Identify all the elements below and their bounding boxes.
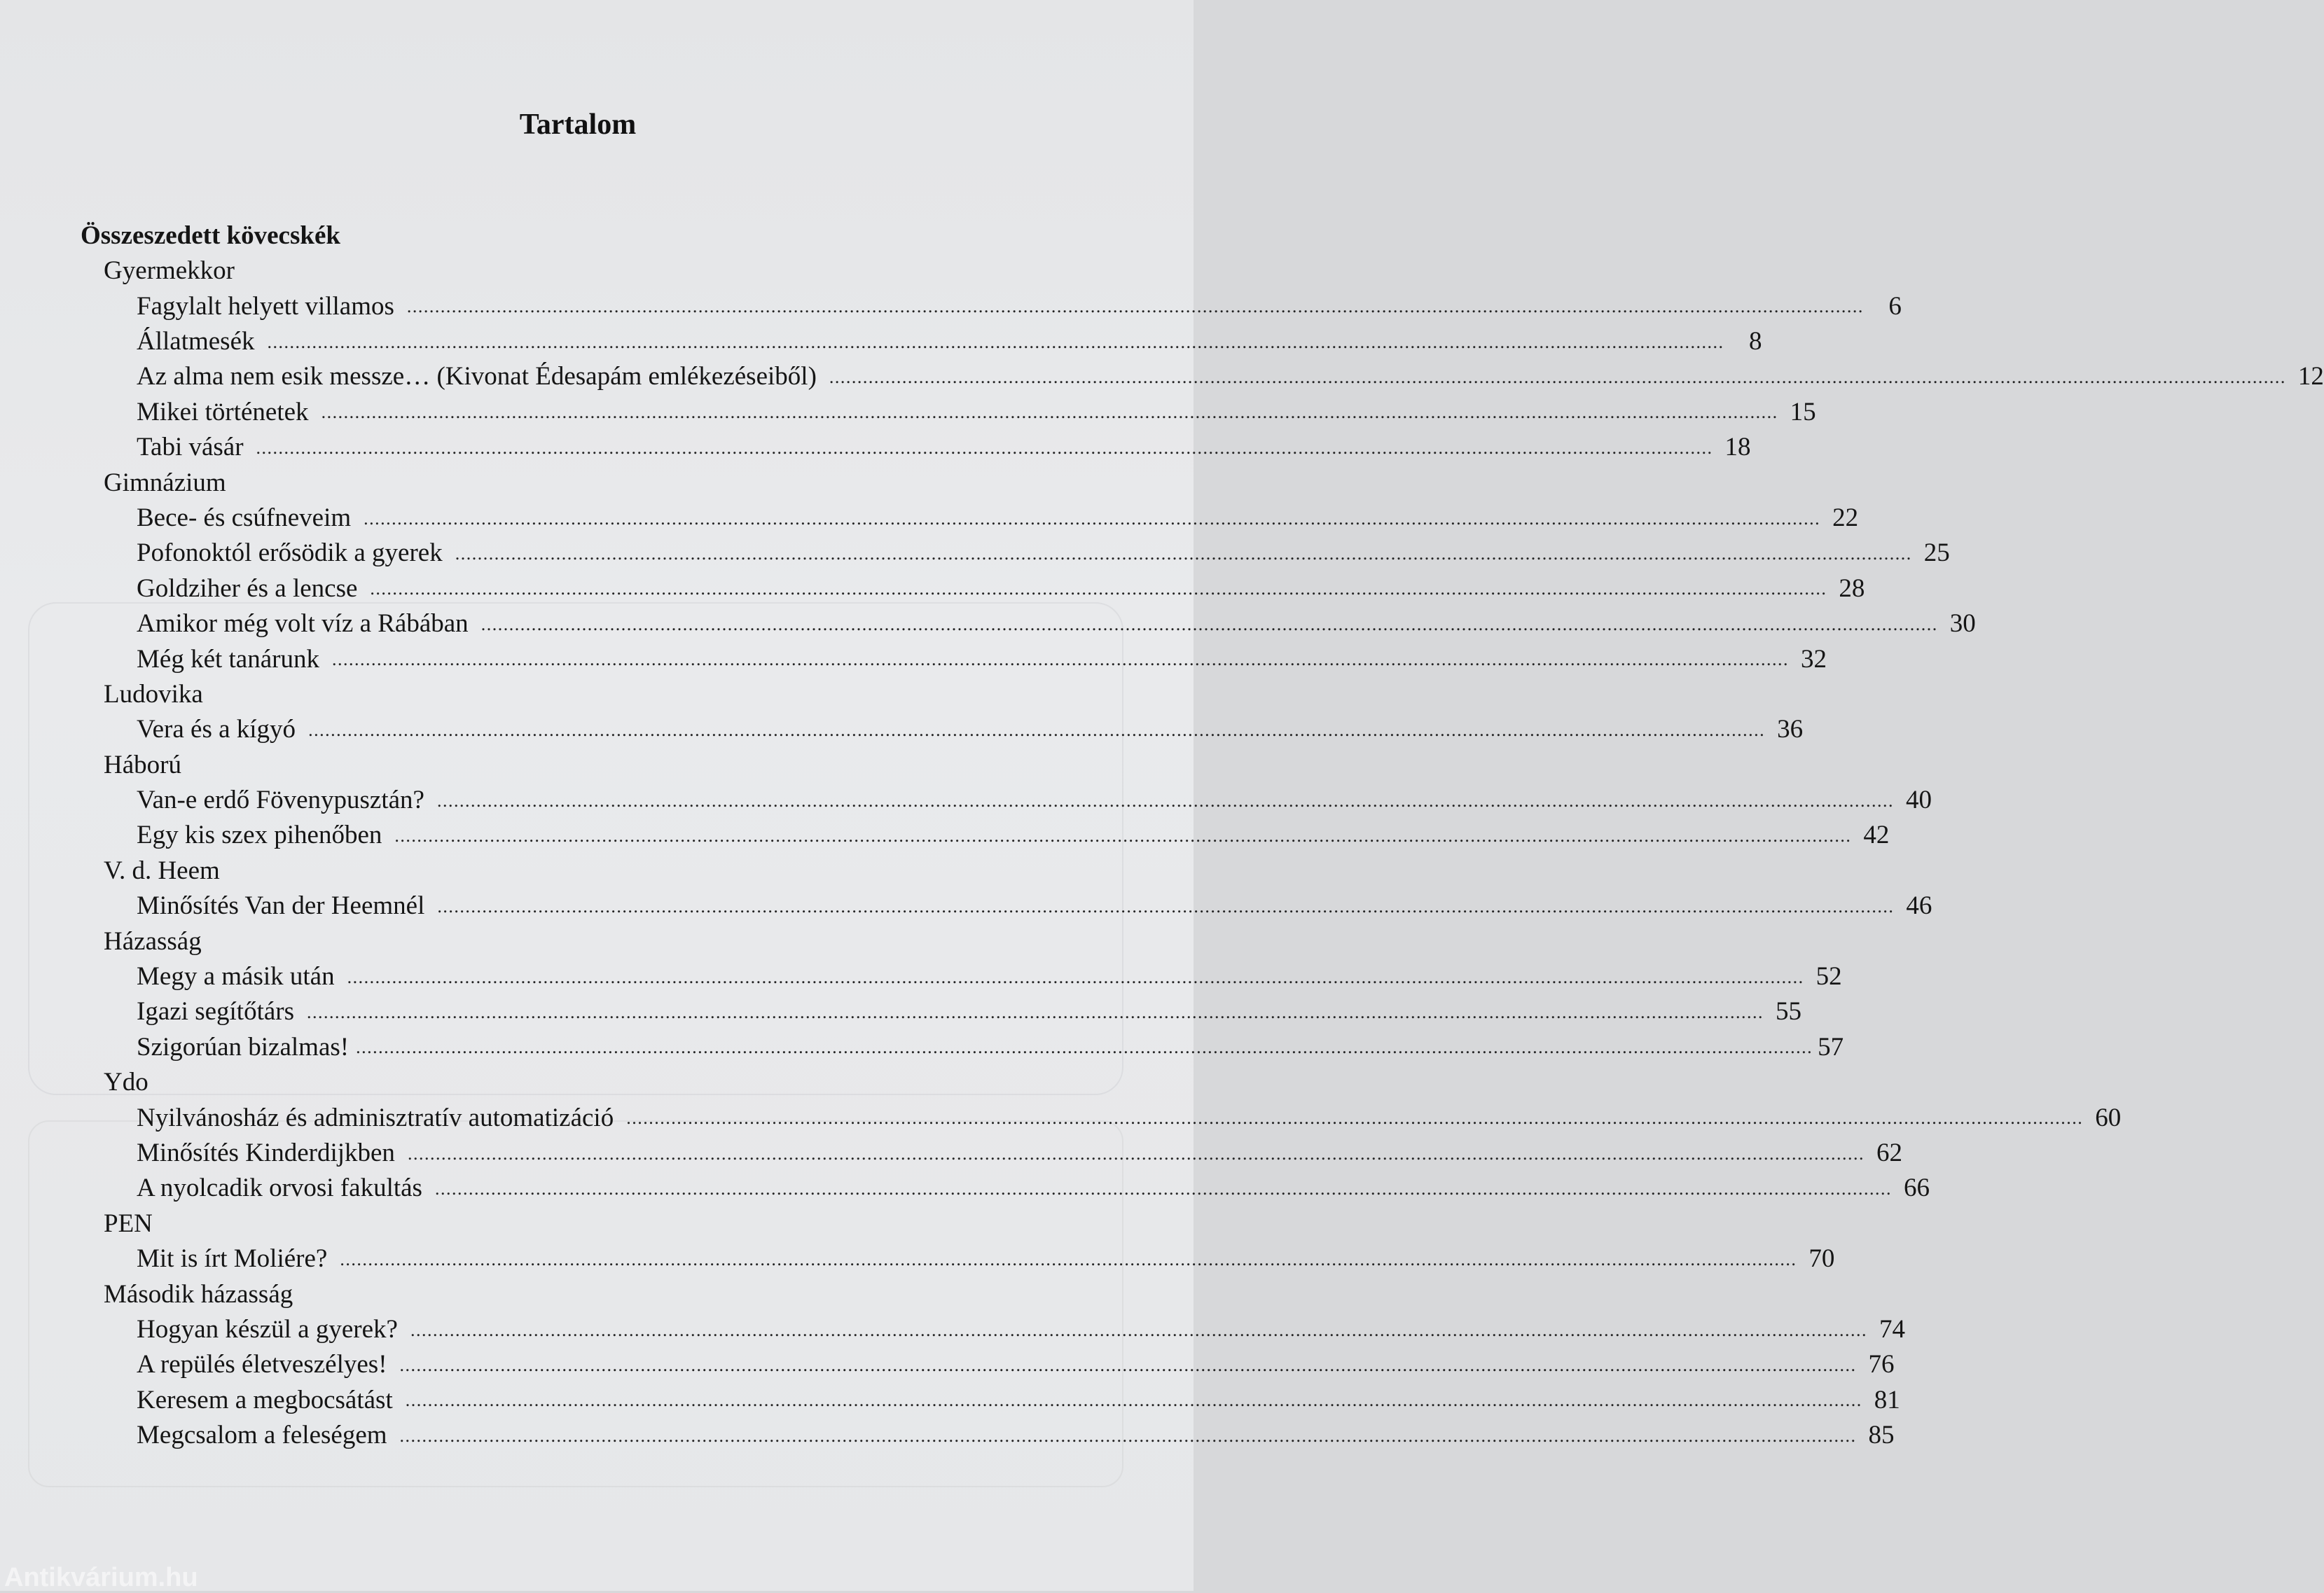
entry-title: Igazi segítőtárs (137, 997, 294, 1027)
entry-title: Egy kis szex pihenőben (137, 821, 382, 850)
page-title: Tartalom (519, 109, 637, 141)
entry-title: Szigorúan bizalmas! (137, 1032, 350, 1062)
table-of-contents (0, 216, 2324, 1451)
dot-leader: .................................................................................................................................................................................................................................................................... (340, 1248, 1797, 1269)
page-number: 42 (1863, 821, 1890, 850)
dot-leader: .................................................................................................................................................................................................................................................................... (307, 1002, 1764, 1023)
entry-title: Összeszedett kövecskék (81, 221, 340, 250)
toc-group-heading (0, 251, 1194, 286)
entry-title: Az alma nem esik messze… (Kivonat Édesapám emlékezéseiből) (137, 362, 817, 391)
toc-entry (0, 392, 1816, 427)
entry-title: Fagylalt helyett villamos (137, 291, 394, 321)
toc-entry (0, 498, 1859, 533)
entry-title: Még két tanárunk (137, 644, 319, 674)
page-number: 46 (1906, 891, 1932, 921)
page-number: 36 (1777, 715, 1804, 744)
toc-group-heading (0, 745, 1194, 780)
page-number: 28 (1839, 573, 1865, 603)
toc-entry (0, 780, 1932, 815)
page-number: 18 (1724, 433, 1751, 462)
dot-leader: .................................................................................................................................................................................................................................................................... (347, 966, 1804, 987)
toc-entry (0, 569, 1865, 604)
page-number: 85 (1868, 1421, 1895, 1450)
dot-leader: .................................................................................................................................................................................................................................................................... (308, 719, 1766, 740)
dot-leader: .................................................................................................................................................................................................................................................................... (331, 649, 1789, 670)
page-number: 55 (1776, 997, 1801, 1027)
page-number: 22 (1832, 503, 1859, 532)
entry-title: Ydo (104, 1068, 148, 1097)
entry-title: Bece- és csúfneveim (137, 503, 352, 532)
dot-leader: .................................................................................................................................................................................................................................................................... (399, 1425, 1857, 1446)
toc-entry (0, 1133, 1902, 1168)
toc-entry (0, 957, 1842, 992)
entry-title: Megcsalom a feleségem (137, 1421, 387, 1450)
page-number: 70 (1808, 1244, 1835, 1274)
entry-title: Vera és a kígyó (137, 715, 296, 744)
page-number: 60 (2095, 1103, 2122, 1132)
dot-leader: .................................................................................................................................................................................................................................................................... (434, 1178, 1892, 1199)
toc-section-heading (0, 216, 1194, 251)
entry-title: Hogyan készül a gyerek? (137, 1314, 398, 1344)
dot-leader: .................................................................................................................................................................................................................................................................... (256, 437, 1713, 458)
dot-leader: .................................................................................................................................................................................................................................................................... (405, 1390, 1862, 1411)
entry-title: Ludovika (104, 679, 203, 709)
toc-group-heading (0, 1274, 1194, 1309)
toc-group-heading (0, 1062, 1194, 1097)
dot-leader: .................................................................................................................................................................................................................................................................... (364, 508, 1821, 529)
page-number: 66 (1903, 1174, 1930, 1203)
toc-entry (0, 1309, 1905, 1344)
toc-entry (0, 604, 1976, 639)
entry-title: Házasság (104, 926, 202, 956)
entry-title: Második házasság (104, 1279, 293, 1309)
toc-entry (0, 1027, 1844, 1062)
entry-title: Állatmesék (137, 327, 255, 356)
toc-entry (0, 1380, 1900, 1415)
entry-title: Mit is írt Moliére? (137, 1244, 328, 1274)
entry-title: PEN (104, 1209, 153, 1238)
dot-leader: .................................................................................................................................................................................................................................................................... (356, 1037, 1813, 1058)
dot-leader: .................................................................................................................................................................................................................................................................... (455, 543, 1912, 564)
entry-title: A repülés életveszélyes! (137, 1350, 387, 1379)
toc-group-heading (0, 851, 1194, 886)
toc-entry (0, 1345, 1895, 1380)
toc-entry (0, 886, 1932, 921)
entry-title: Van-e erdő Fövenypusztán? (137, 786, 424, 815)
toc-entry (0, 357, 2324, 392)
dot-leader: .................................................................................................................................................................................................................................................................... (394, 826, 1852, 847)
dot-leader: .................................................................................................................................................................................................................................................................... (407, 1143, 1865, 1164)
toc-entry (0, 1098, 2122, 1133)
entry-title: Minősítés Kinderdijkben (137, 1139, 395, 1167)
toc-entry (0, 321, 1762, 356)
toc-group-heading (0, 1204, 1194, 1239)
page-number: 52 (1815, 962, 1842, 992)
dot-leader: .................................................................................................................................................................................................................................................................... (480, 613, 1938, 634)
entry-title: Nyilvánosház és adminisztratív automatizáció (137, 1103, 614, 1132)
dot-leader: .................................................................................................................................................................................................................................................................... (370, 578, 1827, 599)
dot-leader: .................................................................................................................................................................................................................................................................... (321, 402, 1778, 423)
toc-entry (0, 992, 1801, 1027)
toc-entry (0, 286, 1902, 321)
entry-title: Minősítés Van der Heemnél (137, 891, 425, 921)
page-number: 74 (1879, 1314, 1905, 1344)
page-number: 12 (2297, 362, 2324, 391)
toc-entry (0, 534, 1950, 569)
toc-group-heading (0, 674, 1194, 709)
page-number: 30 (1949, 609, 1976, 639)
dot-leader: .................................................................................................................................................................................................................................................................... (399, 1355, 1857, 1375)
toc-entry (0, 816, 1890, 851)
page-number: 15 (1790, 397, 1816, 426)
entry-title: Tabi vásár (137, 433, 244, 462)
dot-leader: .................................................................................................................................................................................................................................................................... (267, 331, 1724, 352)
page-number: 6 (1888, 291, 1902, 321)
toc-group-heading (0, 921, 1194, 957)
page-number: 76 (1868, 1350, 1895, 1379)
dot-leader: .................................................................................................................................................................................................................................................................... (626, 1108, 2084, 1129)
toc-entry (0, 1239, 1835, 1274)
entry-title: Gimnázium (104, 468, 226, 497)
entry-title: Mikei történetek (137, 397, 309, 426)
page-number: 25 (1923, 538, 1950, 568)
dot-leader: .................................................................................................................................................................................................................................................................... (437, 896, 1895, 917)
entry-title: Háború (104, 750, 181, 779)
entry-title: Amikor még volt víz a Rábában (137, 609, 469, 639)
page-number: 81 (1874, 1385, 1900, 1414)
page-number: 62 (1876, 1139, 1902, 1167)
watermark: Antikvárium.hu (4, 1563, 198, 1592)
entry-title: Gyermekkor (104, 256, 235, 286)
toc-entry (0, 1415, 1895, 1450)
toc-group-heading (0, 463, 1194, 498)
entry-title: V. d. Heem (104, 856, 220, 885)
dot-leader: .................................................................................................................................................................................................................................................................... (406, 296, 1864, 317)
dot-leader: .................................................................................................................................................................................................................................................................... (829, 367, 2286, 388)
toc-entry (0, 639, 1827, 674)
page-number: 8 (1749, 327, 1762, 356)
toc-entry (0, 427, 1751, 462)
toc-entry (0, 709, 1804, 744)
entry-title: Goldziher és a lencse (137, 573, 358, 603)
dot-leader: .................................................................................................................................................................................................................................................................... (436, 790, 1894, 811)
page-number: 40 (1905, 786, 1932, 815)
entry-title: Megy a másik után (137, 962, 335, 992)
entry-title: A nyolcadik orvosi fakultás (137, 1174, 422, 1203)
entry-title: Keresem a megbocsátást (137, 1385, 393, 1414)
page-number: 32 (1800, 644, 1827, 674)
entry-title: Pofonoktól erősödik a gyerek (137, 538, 443, 568)
page-number: 57 (1818, 1032, 1844, 1062)
toc-entry (0, 1169, 1930, 1204)
dot-leader: .................................................................................................................................................................................................................................................................... (410, 1319, 1867, 1340)
